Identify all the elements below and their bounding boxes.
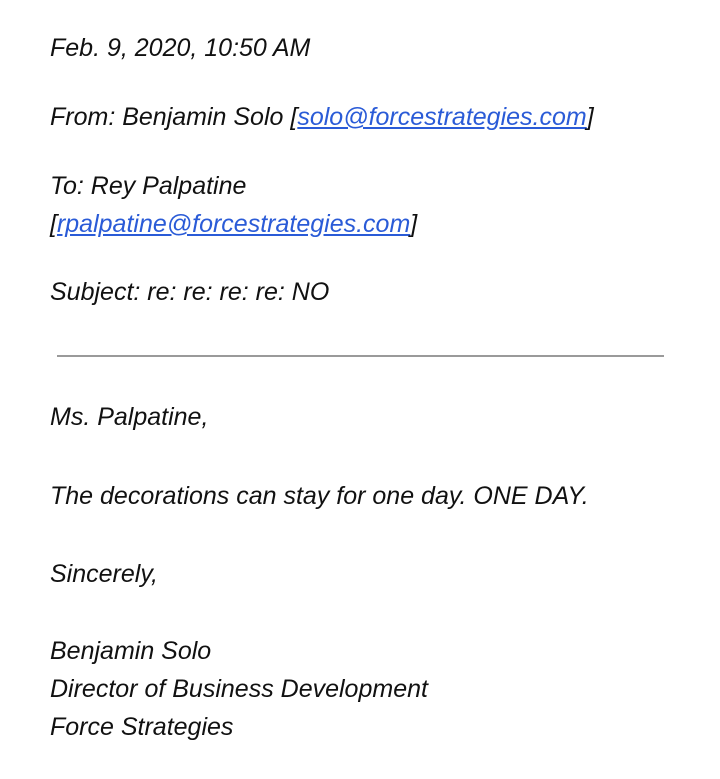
signature-company — [50, 712, 233, 742]
signature-company-text: Force Strategies — [50, 713, 234, 741]
email-to-line — [50, 171, 246, 201]
greeting-text: Ms. Palpatine, — [50, 403, 209, 431]
email-message — [50, 481, 589, 511]
to-email-link[interactable]: rpalpatine@forcestrategies.com — [56, 210, 411, 238]
email-subject — [50, 277, 329, 307]
signature-title — [50, 674, 428, 704]
closing-text: Sincerely, — [50, 560, 158, 588]
header-divider — [57, 355, 664, 357]
from-email-link[interactable]: solo@forcestrategies.com — [297, 103, 587, 131]
signature-name — [50, 636, 211, 666]
email-from-line — [50, 102, 594, 132]
email-to-address-line — [50, 209, 417, 239]
email-closing — [50, 559, 158, 589]
to-bracket-open: [ — [50, 210, 57, 238]
to-label: To: Rey Palpatine — [50, 172, 247, 200]
email-date — [50, 33, 310, 63]
email-date-text: Feb. 9, 2020, 10:50 AM — [50, 34, 311, 62]
from-label: From: Benjamin Solo [ — [50, 103, 298, 131]
signature-title-text: Director of Business Development — [50, 675, 428, 703]
from-bracket-close: ] — [586, 103, 594, 131]
to-bracket-close: ] — [410, 210, 418, 238]
subject-text: Subject: re: re: re: re: NO — [50, 278, 330, 306]
signature-name-text: Benjamin Solo — [50, 637, 212, 665]
message-text: The decorations can stay for one day. ONE DAY. — [50, 482, 589, 510]
email-greeting — [50, 402, 208, 432]
